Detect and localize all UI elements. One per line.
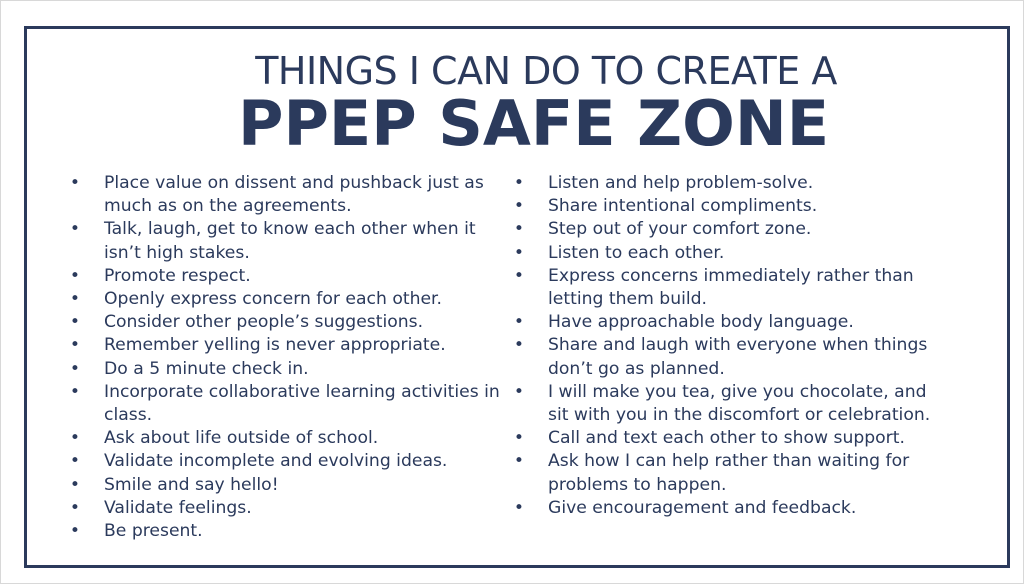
list-item bbox=[64, 311, 504, 334]
list-item-text: Openly express concern for each other. bbox=[104, 289, 442, 310]
list-item bbox=[64, 474, 504, 497]
bullet-icon: • bbox=[513, 335, 525, 356]
list-item-text: Ask how I can help rather than waiting for problems to happen. bbox=[548, 451, 910, 495]
list-item bbox=[508, 427, 948, 450]
list-item bbox=[64, 450, 504, 473]
list-item bbox=[64, 334, 504, 357]
bullet-icon: • bbox=[513, 497, 525, 518]
list-item-text: Share and laugh with everyone when things don’t go as planned. bbox=[548, 335, 928, 379]
list-item-text: Be present. bbox=[104, 521, 203, 542]
list-item bbox=[508, 265, 948, 311]
bullet-icon: • bbox=[69, 335, 81, 356]
list-item bbox=[64, 265, 504, 288]
bullet-icon: • bbox=[513, 173, 525, 193]
list-item-text: Remember yelling is never appropriate. bbox=[104, 335, 446, 356]
bullet-icon: • bbox=[513, 219, 525, 240]
list-item-text: Validate feelings. bbox=[104, 497, 252, 518]
list-item bbox=[508, 172, 948, 195]
list-item bbox=[64, 520, 504, 543]
right-bullet-list bbox=[508, 172, 948, 520]
bullet-icon: • bbox=[69, 428, 81, 449]
list-item-text: Express concerns immediately rather than letting them build. bbox=[548, 265, 914, 310]
bullet-icon: • bbox=[69, 265, 81, 286]
bullet-icon: • bbox=[513, 265, 525, 286]
list-item bbox=[64, 358, 504, 381]
list-item bbox=[508, 195, 948, 218]
bullet-icon: • bbox=[69, 381, 81, 402]
list-item bbox=[64, 497, 504, 520]
list-item bbox=[508, 450, 948, 496]
bullet-icon: • bbox=[69, 312, 81, 333]
bullet-icon: • bbox=[513, 196, 525, 217]
list-item-text: Do a 5 minute check in. bbox=[104, 358, 309, 379]
poster-title-line2: PPEP SAFE ZONE bbox=[238, 87, 830, 160]
bullet-icon: • bbox=[513, 381, 525, 402]
bullet-icon: • bbox=[69, 358, 81, 379]
list-item-text: Place value on dissent and pushback just as much as on the agreements. bbox=[104, 173, 484, 217]
list-item bbox=[64, 427, 504, 450]
list-item-text: Share intentional compliments. bbox=[548, 196, 818, 217]
left-bullet-list bbox=[64, 172, 504, 543]
list-item bbox=[508, 381, 948, 427]
list-item bbox=[508, 311, 948, 334]
list-item bbox=[64, 381, 504, 427]
bullet-icon: • bbox=[69, 451, 81, 472]
list-item bbox=[64, 172, 504, 218]
list-item-text: I will make you tea, give you chocolate, and sit with you in the discomfort or celebration. bbox=[548, 381, 931, 426]
list-item-text: Ask about life outside of school. bbox=[104, 428, 379, 449]
list-item-text: Promote respect. bbox=[104, 265, 251, 286]
list-item bbox=[508, 218, 948, 241]
list-item-text: Have approachable body language. bbox=[548, 312, 854, 333]
list-item-text: Call and text each other to show support. bbox=[548, 428, 905, 449]
list-item-text: Smile and say hello! bbox=[104, 474, 279, 495]
list-item bbox=[508, 497, 948, 520]
bullet-icon: • bbox=[69, 474, 81, 495]
bullet-icon: • bbox=[69, 173, 81, 193]
list-item-text: Give encouragement and feedback. bbox=[548, 497, 857, 518]
list-item-text: Step out of your comfort zone. bbox=[548, 219, 812, 240]
bullet-icon: • bbox=[69, 219, 81, 240]
list-item-text: Talk, laugh, get to know each other when it isn’t high stakes. bbox=[104, 219, 476, 263]
list-item-text: Consider other people’s suggestions. bbox=[104, 312, 424, 333]
list-item bbox=[64, 288, 504, 311]
bullet-icon: • bbox=[69, 289, 81, 310]
bullet-icon: • bbox=[513, 312, 525, 333]
list-item-text: Listen and help problem-solve. bbox=[548, 173, 814, 193]
bullet-icon: • bbox=[513, 242, 525, 263]
poster-title-line1: THINGS I CAN DO TO CREATE A bbox=[255, 49, 837, 93]
bullet-icon: • bbox=[69, 521, 81, 542]
list-item bbox=[64, 218, 504, 264]
bullet-icon: • bbox=[513, 451, 525, 472]
list-item bbox=[508, 334, 948, 380]
list-item-text: Incorporate collaborative learning activities in class. bbox=[104, 381, 500, 426]
list-item bbox=[508, 242, 948, 265]
bullet-icon: • bbox=[513, 428, 525, 449]
bullet-icon: • bbox=[69, 497, 81, 518]
list-item-text: Listen to each other. bbox=[548, 242, 725, 263]
list-item-text: Validate incomplete and evolving ideas. bbox=[104, 451, 448, 472]
